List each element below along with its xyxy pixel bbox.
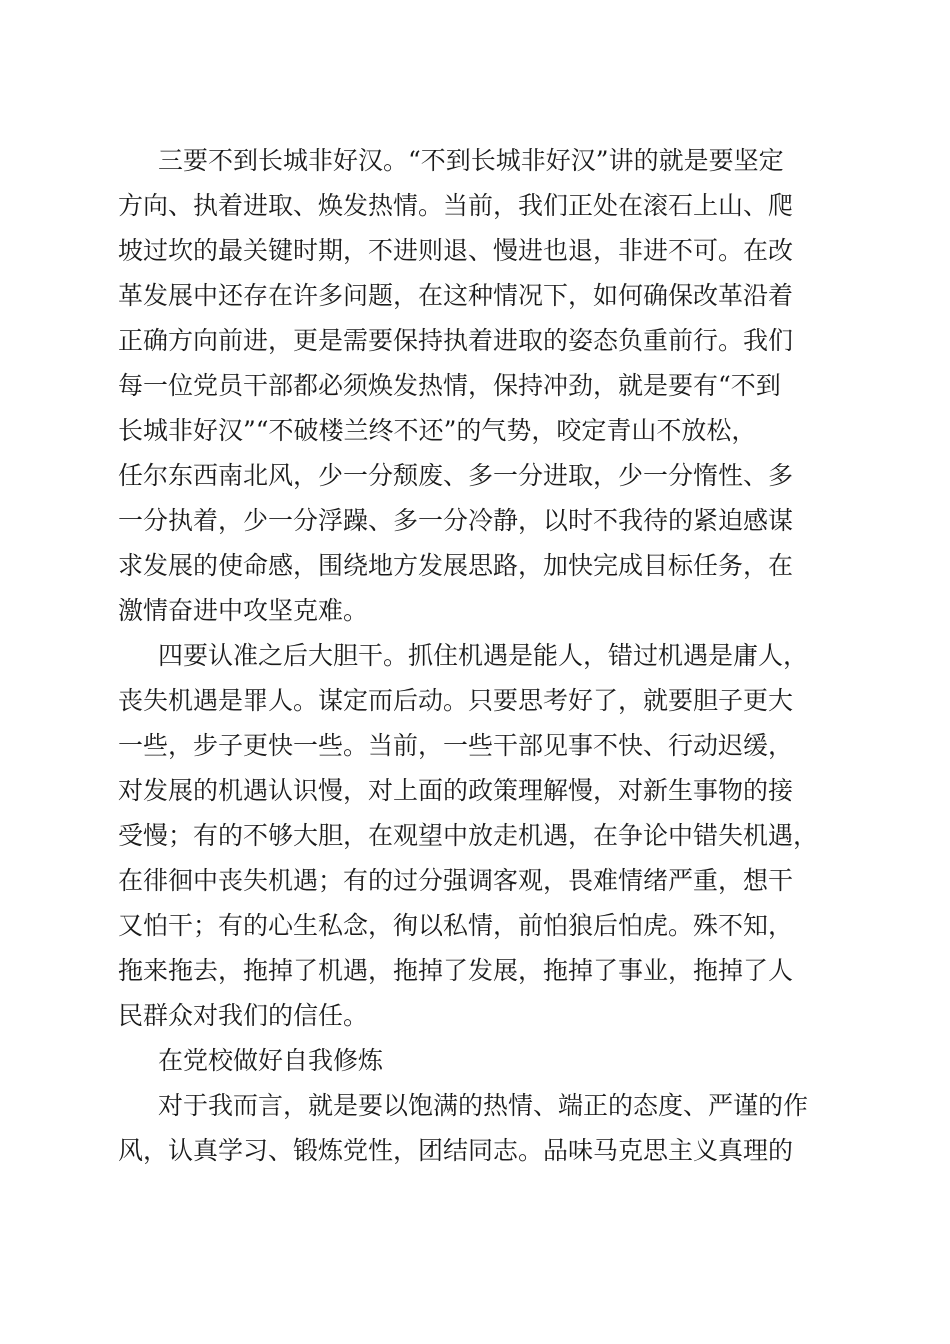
- paragraph-4-line-7: 又怕干；有的心生私念，徇以私情，前怕狼后怕虎。殊不知，: [118, 911, 794, 940]
- paragraph-3-line-5: 正确方向前进，更是需要保持执着进取的姿态负重前行。我们: [118, 326, 794, 355]
- paragraph-3-line-7: 长城非好汉”“不破楼兰终不还”的气势，咬定青山不放松，: [118, 416, 757, 445]
- paragraph-3-line-6: 每一位党员干部都必须焕发热情，保持冲劲，就是要有“不到: [118, 371, 781, 400]
- paragraph-4-line-9: 民群众对我们的信任。: [118, 1001, 369, 1030]
- paragraph-4-line-3: 一些，步子更快一些。当前，一些干部见事不快、行动迟缓，: [118, 731, 794, 760]
- paragraph-3-line-9: 一分执着，少一分浮躁、多一分冷静，以时不我待的紧迫感谋: [118, 506, 794, 535]
- paragraph-3-line-1: 三要不到长城非好汉。“不到长城非好汉”讲的就是要坚定: [158, 146, 784, 175]
- paragraph-3-line-8: 任尔东西南北风，少一分颓废、多一分进取，少一分惰性、多: [118, 461, 794, 490]
- paragraph-3-line-11: 激情奋进中攻坚克难。: [118, 596, 369, 625]
- paragraph-5-line-2: 风，认真学习、锻炼党性，团结同志。品味马克思主义真理的: [118, 1136, 794, 1165]
- paragraph-4-line-2: 丧失机遇是罪人。谋定而后动。只要思考好了，就要胆子更大: [118, 686, 794, 715]
- section-heading: 在党校做好自我修炼: [158, 1046, 384, 1075]
- paragraph-3-line-2: 方向、执着进取、焕发热情。当前，我们正处在滚石上山、爬: [118, 191, 794, 220]
- paragraph-3-line-4: 革发展中还存在许多问题，在这种情况下，如何确保改革沿着: [118, 281, 794, 310]
- paragraph-4-line-6: 在徘徊中丧失机遇；有的过分强调客观，畏难情绪严重，想干: [118, 866, 794, 895]
- paragraph-4-line-1: 四要认准之后大胆干。抓住机遇是能人，错过机遇是庸人，: [158, 641, 809, 670]
- paragraph-4-line-4: 对发展的机遇认识慢，对上面的政策理解慢，对新生事物的接: [118, 776, 794, 805]
- paragraph-4-line-5: 受慢；有的不够大胆，在观望中放走机遇，在争论中错失机遇，: [118, 821, 819, 850]
- paragraph-3-line-10: 求发展的使命感，围绕地方发展思路，加快完成目标任务，在: [118, 551, 794, 580]
- paragraph-3-line-3: 坡过坎的最关键时期，不进则退、慢进也退，非进不可。在改: [118, 236, 794, 265]
- paragraph-5-line-1: 对于我而言，就是要以饱满的热情、端正的态度、严谨的作: [158, 1091, 809, 1120]
- paragraph-4-line-8: 拖来拖去，拖掉了机遇，拖掉了发展，拖掉了事业，拖掉了人: [118, 956, 794, 985]
